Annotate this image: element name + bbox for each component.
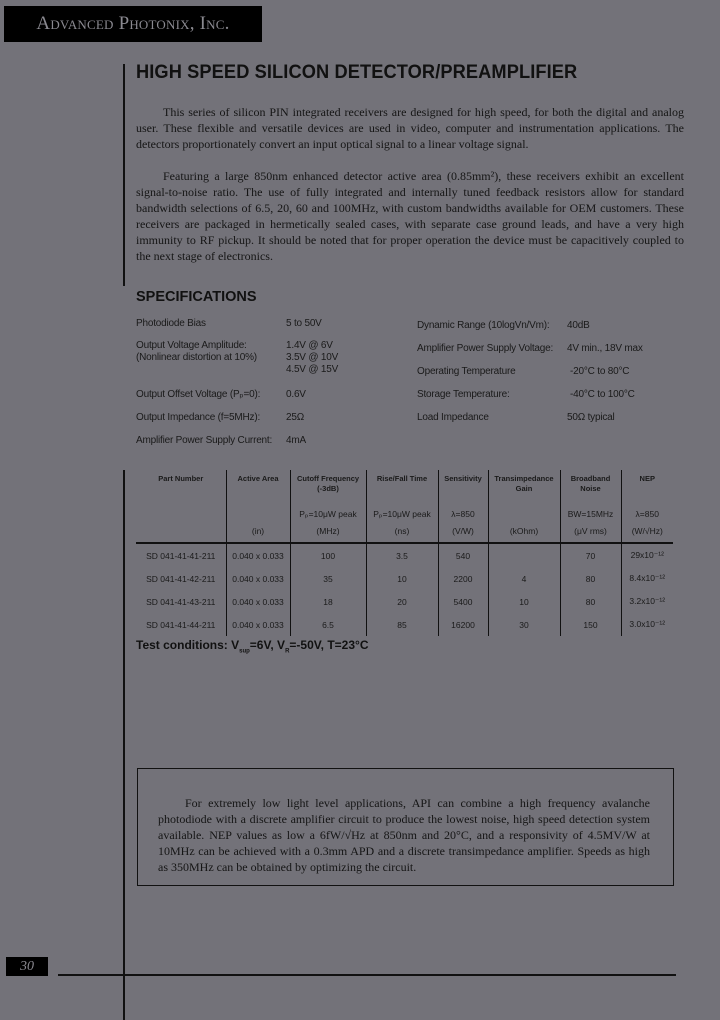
spec-right-column xyxy=(417,320,697,430)
spec-label: Amplifier Power Supply Voltage: xyxy=(417,343,554,354)
specifications-heading: SPECIFICATIONS xyxy=(136,289,257,305)
intro-paragraph-2: Featuring a large 850nm enhanced detector active area (0.85mm²), these receivers exhibit an excellent signal-to-noise ratio. The use of fully integrated and internally tuned feedback resistors allow for standard bandwidth selections of 6.5, 20, 60 and 100MHz, with custom bandwidths available for OEM customers. These receivers are packaged in hermetically sealed cases, with separate case ground leads, and have a very high immunity to RF pickup. It should be noted that for proper operation the device must be capacitively coupled to the next stage of electronics. xyxy=(136,169,684,263)
spec-value: -40°C to 100°C xyxy=(570,389,635,400)
spec-left-column xyxy=(136,318,406,448)
intro-text-2 xyxy=(136,168,684,264)
page-title: HIGH SPEED SILICON DETECTOR/PREAMPLIFIER xyxy=(136,62,578,83)
spec-value: 4.5V @ 15V xyxy=(286,364,339,375)
spec-value: -20°C to 80°C xyxy=(570,366,630,377)
active-area: 0.040 x 0.033 xyxy=(226,567,290,590)
spec-label: Load Impedance xyxy=(417,412,489,423)
column-header: NEP λ=850 (W/√Hz) xyxy=(621,470,673,543)
spec-label: Storage Temperature: xyxy=(417,389,510,400)
active-area: 0.040 x 0.033 xyxy=(226,543,290,567)
spec-value: 0.6V xyxy=(286,389,306,400)
spec-label: Output Offset Voltage (Pₚ=0): xyxy=(136,389,261,400)
transimpedance-gain: 10 xyxy=(488,590,560,613)
spec-label: Output Voltage Amplitude: xyxy=(136,340,247,351)
part-number: SD 041-41-44-211 xyxy=(146,619,216,630)
apd-note-text xyxy=(158,795,650,875)
sensitivity: 2200 xyxy=(438,567,488,590)
spec-value: 40dB xyxy=(567,320,590,331)
spec-value: 25Ω xyxy=(286,412,304,423)
transimpedance-gain: 30 xyxy=(488,613,560,636)
transimpedance-gain xyxy=(488,543,560,567)
part-number: SD 041-41-41-211 xyxy=(146,550,216,561)
column-header: Rise/Fall Time Pₚ=10μW peak (ns) xyxy=(366,470,438,543)
apd-note-paragraph: For extremely low light level applications, API can combine a high frequency avalanche photodiode with a discrete amplifier circuit to produce the lowest noise, high speed detection system available. NEP values as low a 6fW/√Hz at 850nm and 20°C, and a responsivity of 4.5MV/W at 10MHz can be achieved with a 0.3mm APD and a discrete transimpedance amplifier. Speeds as high as 350MHz can be obtained by optimizing the circuit. xyxy=(158,796,650,874)
transimpedance-gain: 4 xyxy=(488,567,560,590)
broadband-noise: 150 xyxy=(560,613,621,636)
spec-label: Amplifier Power Supply Current: xyxy=(136,435,273,446)
intro-paragraph-1: This series of silicon PIN integrated receivers are designed for high speed, for both the digital and analog user. These flexible and versatile devices are used in video, computer and instrumentation applications. The detectors proportionately convert an input optical signal to a linear voltage signal. xyxy=(136,105,684,151)
sensitivity: 5400 xyxy=(438,590,488,613)
spec-label: Dynamic Range (10logVn/Vm): xyxy=(417,320,550,331)
table-row xyxy=(136,613,673,636)
margin-rule-top xyxy=(123,64,125,286)
spec-value: 5 to 50V xyxy=(286,318,322,329)
active-area: 0.040 x 0.033 xyxy=(226,613,290,636)
broadband-noise: 80 xyxy=(560,567,621,590)
spec-label: Photodiode Bias xyxy=(136,318,206,329)
margin-rule-bottom xyxy=(123,470,125,1020)
table-header-row xyxy=(136,470,673,543)
nep: 3.0x10⁻¹² xyxy=(621,613,673,636)
cutoff-frequency: 35 xyxy=(290,567,366,590)
rise-fall-time: 20 xyxy=(366,590,438,613)
active-area: 0.040 x 0.033 xyxy=(226,590,290,613)
table-row xyxy=(136,590,673,613)
spec-value: 3.5V @ 10V xyxy=(286,352,339,363)
footer-rule xyxy=(58,974,676,976)
apd-note-box xyxy=(137,768,674,886)
spec-value: 4V min., 18V max xyxy=(567,343,643,354)
spec-label: Operating Temperature xyxy=(417,366,516,377)
column-header: Broadband Noise BW=15MHz (μV rms) xyxy=(560,470,621,543)
rise-fall-time: 10 xyxy=(366,567,438,590)
spec-label: Output Impedance (f=5MHz): xyxy=(136,412,261,423)
part-number: SD 041-41-42-211 xyxy=(146,573,216,584)
broadband-noise: 70 xyxy=(560,543,621,567)
broadband-noise: 80 xyxy=(560,590,621,613)
company-name: Advanced Photonix, Inc. xyxy=(36,13,230,34)
spec-label: (Nonlinear distortion at 10%) xyxy=(136,352,257,363)
spec-value: 4mA xyxy=(286,435,306,446)
column-header: Transimpedance Gain (kOhm) xyxy=(488,470,560,543)
table-row xyxy=(136,567,673,590)
company-logo xyxy=(4,6,262,42)
column-header: Sensitivity λ=850 (V/W) xyxy=(438,470,488,543)
nep: 29x10⁻¹² xyxy=(621,543,673,567)
spec-value: 50Ω typical xyxy=(567,412,615,423)
sensitivity: 540 xyxy=(438,543,488,567)
cutoff-frequency: 18 xyxy=(290,590,366,613)
test-conditions: Test conditions: $V_{sup}=6V$, $V_R=-50V$, T=23°C xyxy=(136,638,369,655)
sensitivity: 16200 xyxy=(438,613,488,636)
cutoff-frequency: 100 xyxy=(290,543,366,567)
column-header: Active Area (in) xyxy=(226,470,290,543)
part-number: SD 041-41-43-211 xyxy=(146,596,216,607)
column-header: Cutoff Frequency (-3dB) Pₚ=10μW peak (MHz) xyxy=(290,470,366,543)
intro-text xyxy=(136,104,684,152)
part-number-table xyxy=(136,470,673,636)
nep: 3.2x10⁻¹² xyxy=(621,590,673,613)
rise-fall-time: 3.5 xyxy=(366,543,438,567)
spec-value: 1.4V @ 6V xyxy=(286,340,333,351)
column-header: Part Number xyxy=(158,474,204,483)
rise-fall-time: 85 xyxy=(366,613,438,636)
nep: 8.4x10⁻¹² xyxy=(621,567,673,590)
table-row xyxy=(136,543,673,567)
cutoff-frequency: 6.5 xyxy=(290,613,366,636)
page-number: 30 xyxy=(6,957,48,976)
